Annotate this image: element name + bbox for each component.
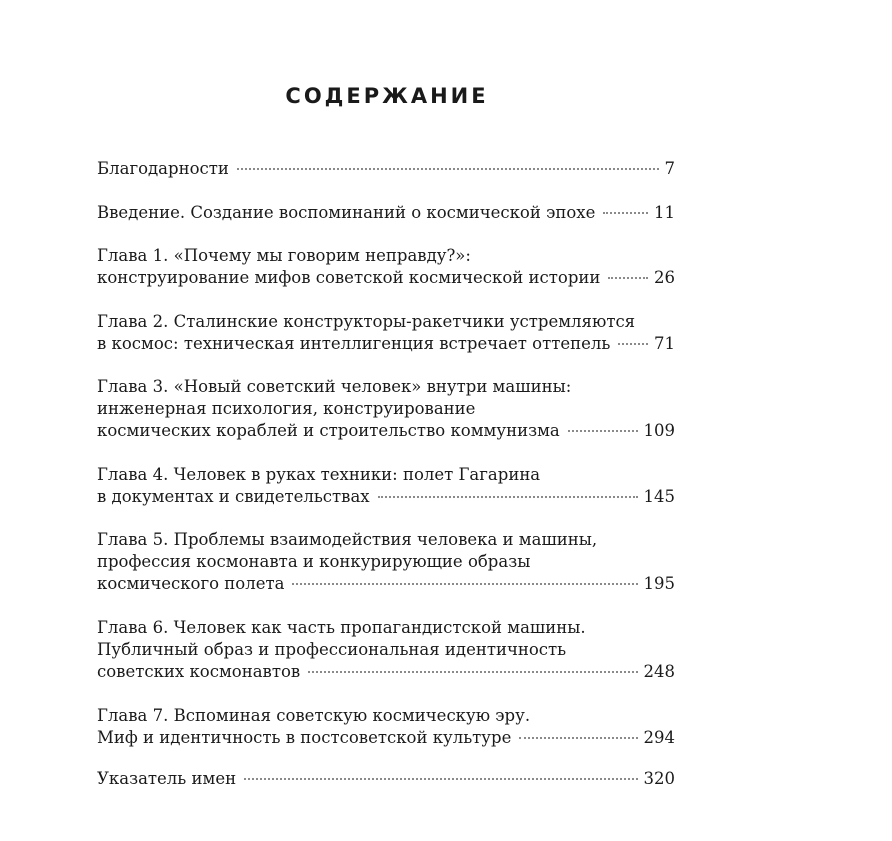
toc-entry-line: Введение. Создание воспоминаний о космической эпохе	[97, 203, 596, 222]
toc-entry-last-line	[97, 573, 675, 595]
page-number: 195	[643, 574, 675, 593]
page-number: 11	[654, 203, 675, 222]
toc-entry-line: в космос: техническая интеллигенция встречает оттепель	[97, 334, 611, 353]
dot-leader	[378, 496, 638, 498]
toc-entry	[97, 529, 675, 595]
toc-entry-last-line	[97, 661, 675, 683]
dot-leader	[308, 671, 637, 673]
page-number: 145	[643, 487, 675, 506]
toc-entry	[97, 202, 675, 224]
toc-entry	[97, 158, 675, 180]
page-number: 71	[654, 334, 675, 353]
toc-entry-last-line	[97, 420, 675, 442]
toc-entry-line: советских космонавтов	[97, 662, 301, 681]
page-number: 7	[664, 159, 675, 178]
toc-entry-line: Глава 2. Сталинские конструкторы-ракетчики устремляются	[97, 312, 636, 331]
dot-leader	[292, 583, 637, 585]
toc-entry-line: в документах и свидетельствах	[97, 487, 370, 506]
toc-entry-last-line	[97, 202, 675, 224]
dot-leader	[608, 277, 648, 279]
toc-entry-last-line	[97, 267, 675, 289]
page-number: 320	[643, 769, 675, 788]
page-number: 109	[643, 421, 675, 440]
toc-entry-line: Глава 3. «Новый советский человек» внутри машины:	[97, 377, 572, 396]
toc-entry-line: космического полета	[97, 574, 285, 593]
toc-entry-last-line	[97, 727, 675, 749]
toc-entry-line: Указатель имен	[97, 769, 237, 788]
toc-entry-line: Глава 5. Проблемы взаимодействия человека и машины,	[97, 530, 598, 549]
toc-entry-line: Глава 4. Человек в руках техники: полет Гагарина	[97, 465, 541, 484]
toc-entry	[97, 768, 675, 790]
toc-entry-line: Миф и идентичность в постсоветской культуре	[97, 728, 512, 747]
toc-entry-line: Публичный образ и профессиональная идентичность	[97, 640, 567, 659]
toc-entry	[97, 245, 675, 289]
toc-entry-last-line	[97, 768, 675, 790]
toc-entry-line: конструирование мифов советской космической истории	[97, 268, 601, 287]
toc-entry	[97, 376, 675, 442]
dot-leader	[237, 168, 659, 170]
toc-title: СОДЕРЖАНИЕ	[285, 84, 489, 108]
toc-entry-line: инженерная психология, конструирование	[97, 399, 476, 418]
toc-entry-last-line	[97, 486, 675, 508]
page-number: 26	[654, 268, 675, 287]
toc-entry-line: космических кораблей и строительство коммунизма	[97, 421, 560, 440]
dot-leader	[603, 212, 648, 214]
dot-leader	[568, 430, 638, 432]
toc-entry	[97, 617, 675, 683]
toc-entry	[97, 705, 675, 749]
toc-entry-last-line	[97, 158, 675, 180]
dot-leader	[244, 778, 637, 780]
toc-entry-line: Благодарности	[97, 159, 229, 178]
dot-leader	[519, 737, 637, 739]
toc-entry	[97, 464, 675, 508]
page-number: 294	[643, 728, 675, 747]
dot-leader	[618, 343, 648, 345]
toc-entry-line: Глава 6. Человек как часть пропагандистской машины.	[97, 618, 586, 637]
toc-entry-line: Глава 1. «Почему мы говорим неправду?»:	[97, 246, 471, 265]
toc-entry-line: профессия космонавта и конкурирующие образы	[97, 552, 531, 571]
toc-entry-line: Глава 7. Вспоминая советскую космическую эру.	[97, 706, 531, 725]
page-number: 248	[643, 662, 675, 681]
toc-entry	[97, 311, 675, 355]
toc-entry-last-line	[97, 333, 675, 355]
